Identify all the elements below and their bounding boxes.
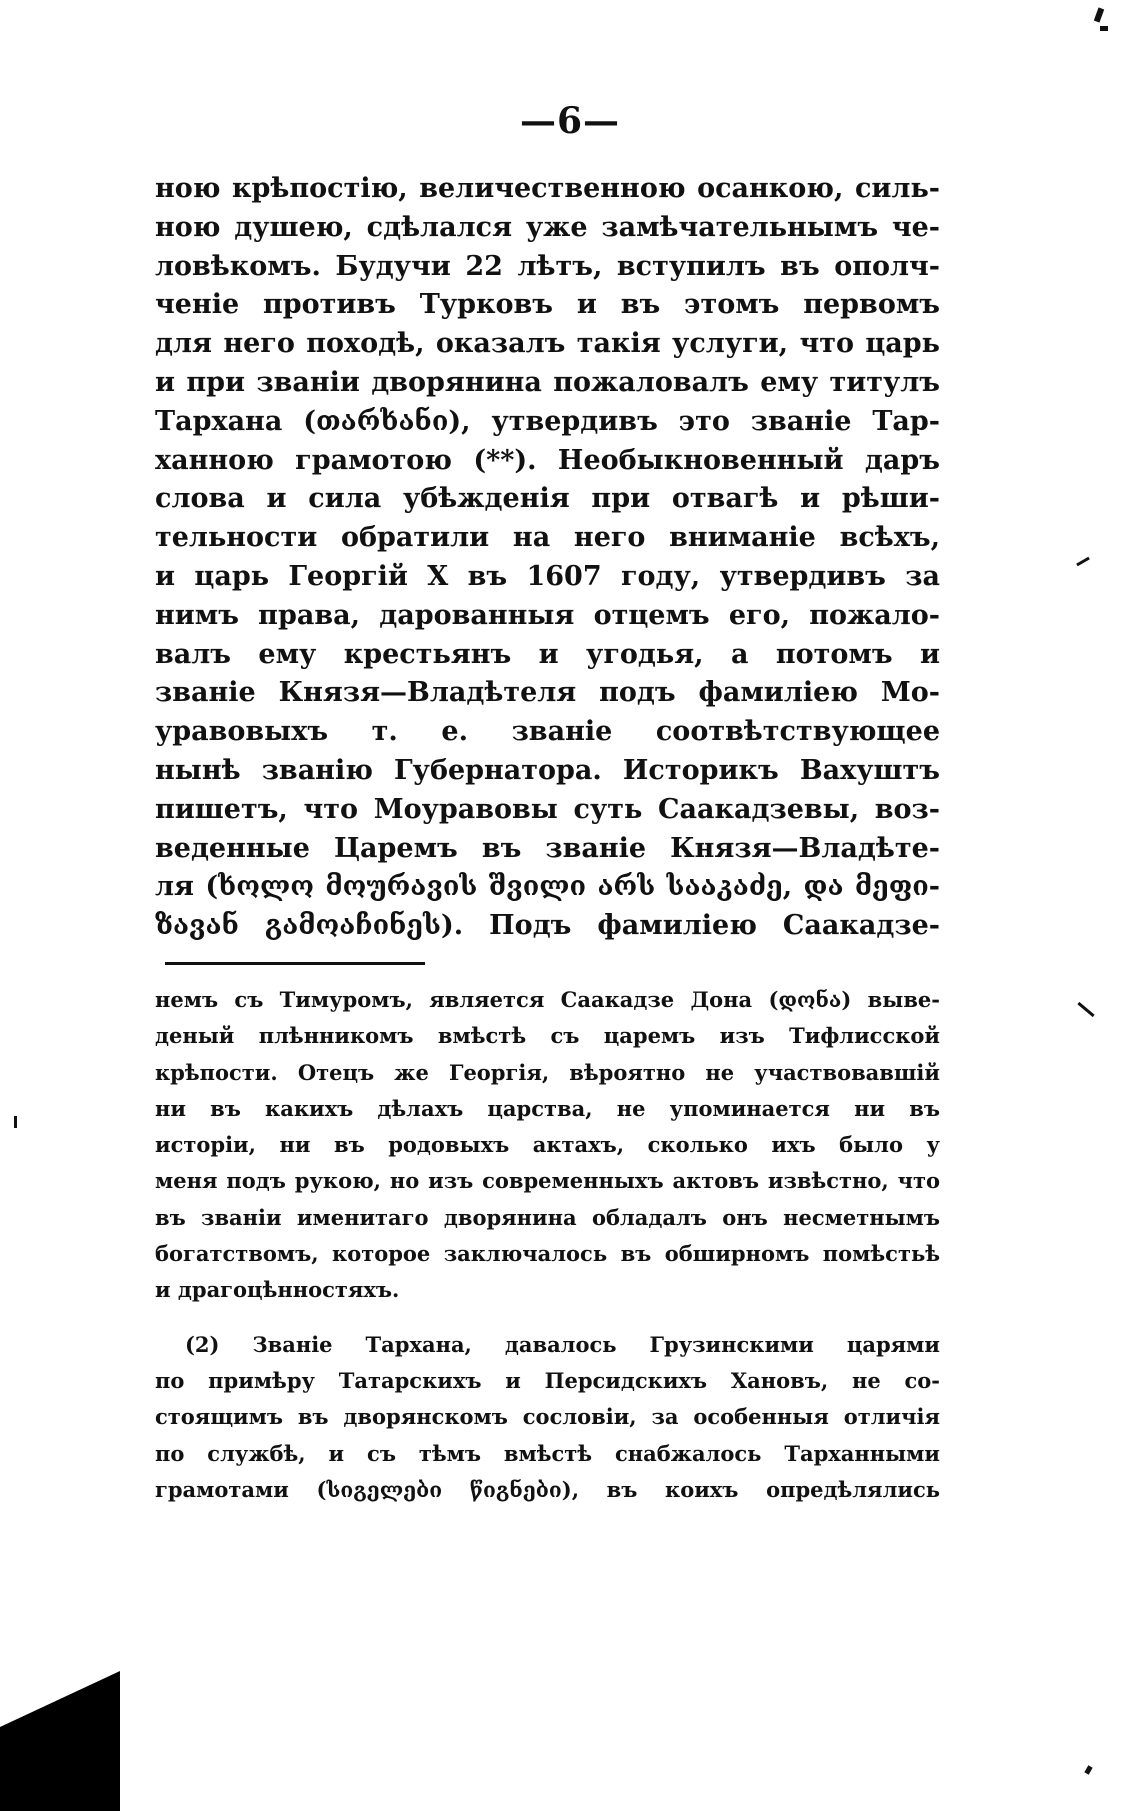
footnote-line: ни въ какихъ дѣлахъ царства, не упоминается ни въ	[155, 1095, 940, 1121]
body-line: званіе Князя—Владѣтеля подъ фамиліею Мо-	[155, 677, 940, 709]
scan-speck-mark	[1100, 26, 1108, 31]
body-line: Тархана (თარხანი), утвердивъ это званіе Тар-	[155, 405, 940, 437]
footnotes	[155, 982, 940, 1508]
body-line: ченіе противъ Турковъ и въ этомъ первомъ	[155, 289, 940, 321]
page-number: —6—	[519, 100, 621, 142]
scan-speck-mark	[1094, 7, 1104, 22]
body-line: валъ ему крестьянъ и угодья, а потомъ и	[155, 638, 940, 670]
body-line: ною крѣпостію, величественною осанкою, силь-	[155, 173, 940, 204]
main-body-text	[155, 170, 940, 946]
body-line: нынѣ званію Губернатора. Историкъ Вахуштъ	[155, 754, 940, 786]
scan-shadow-corner	[0, 1671, 120, 1811]
body-line: для него походѣ, оказалъ такія услуги, что царь	[155, 328, 940, 360]
body-line: веденные Царемъ въ званіе Князя—Владѣте-	[155, 832, 940, 864]
body-line: ზავან გამოაჩინეს). Подъ фамиліею Саакадзе-	[155, 910, 940, 942]
body-line: ловѣкомъ. Будучи 22 лѣтъ, вступилъ въ ополч-	[155, 250, 940, 282]
footnote-line: (2) Званіе Тархана, давалось Грузинскими царями	[185, 1331, 940, 1357]
body-line: ханною грамотою (**). Необыкновенный даръ	[155, 444, 940, 476]
footnote-line: и драгоцѣнностяхъ.	[155, 1277, 400, 1303]
scan-speck-mark	[1077, 1002, 1094, 1017]
body-line: и при званіи дворянина пожаловалъ ему титулъ	[155, 366, 940, 398]
footnote-line: крѣпости. Отецъ же Георгія, вѣроятно не участвовавшій	[155, 1059, 940, 1085]
body-line: слова и сила убѣжденія при отвагѣ и рѣши-	[155, 483, 940, 515]
footnote-line: по примѣру Татарскихъ и Персидскихъ Хановъ, не со-	[155, 1367, 940, 1393]
footnote-line: исторіи, ни въ родовыхъ актахъ, сколько ихъ было у	[155, 1132, 940, 1158]
body-line: нимъ права, дарованныя отцемъ его, пожало-	[155, 599, 940, 631]
footnote-line: деный плѣнникомъ вмѣстѣ съ царемъ изъ Тифлисской	[155, 1023, 940, 1049]
footnote-line: немъ съ Тимуромъ, является Саакадзе Дона (დონა) выве-	[155, 987, 940, 1012]
scan-speck-mark	[1084, 1765, 1092, 1774]
footnote-line: богатствомъ, которое заключалось въ обширномъ помѣстьѣ	[155, 1241, 940, 1267]
footnote-gap	[155, 1309, 940, 1327]
footnote-line: меня подъ рукою, но изъ современныхъ актовъ извѣстно, что	[155, 1168, 940, 1194]
scan-speck-mark	[14, 1116, 17, 1128]
body-line: тельности обратили на него вниманіе всѣхъ,	[155, 522, 940, 554]
body-line: пишетъ, что Моуравовы суть Саакадзевы, воз-	[155, 793, 940, 825]
body-line: и царь Георгій Х въ 1607 году, утвердивъ за	[155, 560, 940, 592]
body-line: уравовыхъ т. е. званіе соотвѣтствующее	[155, 716, 940, 748]
footnote-line: грамотами (სიგელები წიგნები), въ коихъ опредѣлялись	[155, 1476, 940, 1502]
footnote-line: стоящимъ въ дворянскомъ сословіи, за особенныя отличія	[155, 1404, 940, 1430]
footnote-separator-rule	[165, 962, 425, 965]
body-line: ля (ხოლო მოურავის შვილი არს სააკაძე, და მეფი-	[155, 871, 940, 903]
body-line: ною душею, сдѣлался уже замѣчательнымъ че-	[155, 211, 940, 243]
footnote-line: въ званіи именитаго дворянина обладалъ онъ несметнымъ	[155, 1204, 940, 1230]
scan-speck-mark	[1076, 557, 1090, 567]
footnote-line: по службѣ, и съ тѣмъ вмѣстѣ снабжалось Тарханными	[155, 1440, 940, 1466]
